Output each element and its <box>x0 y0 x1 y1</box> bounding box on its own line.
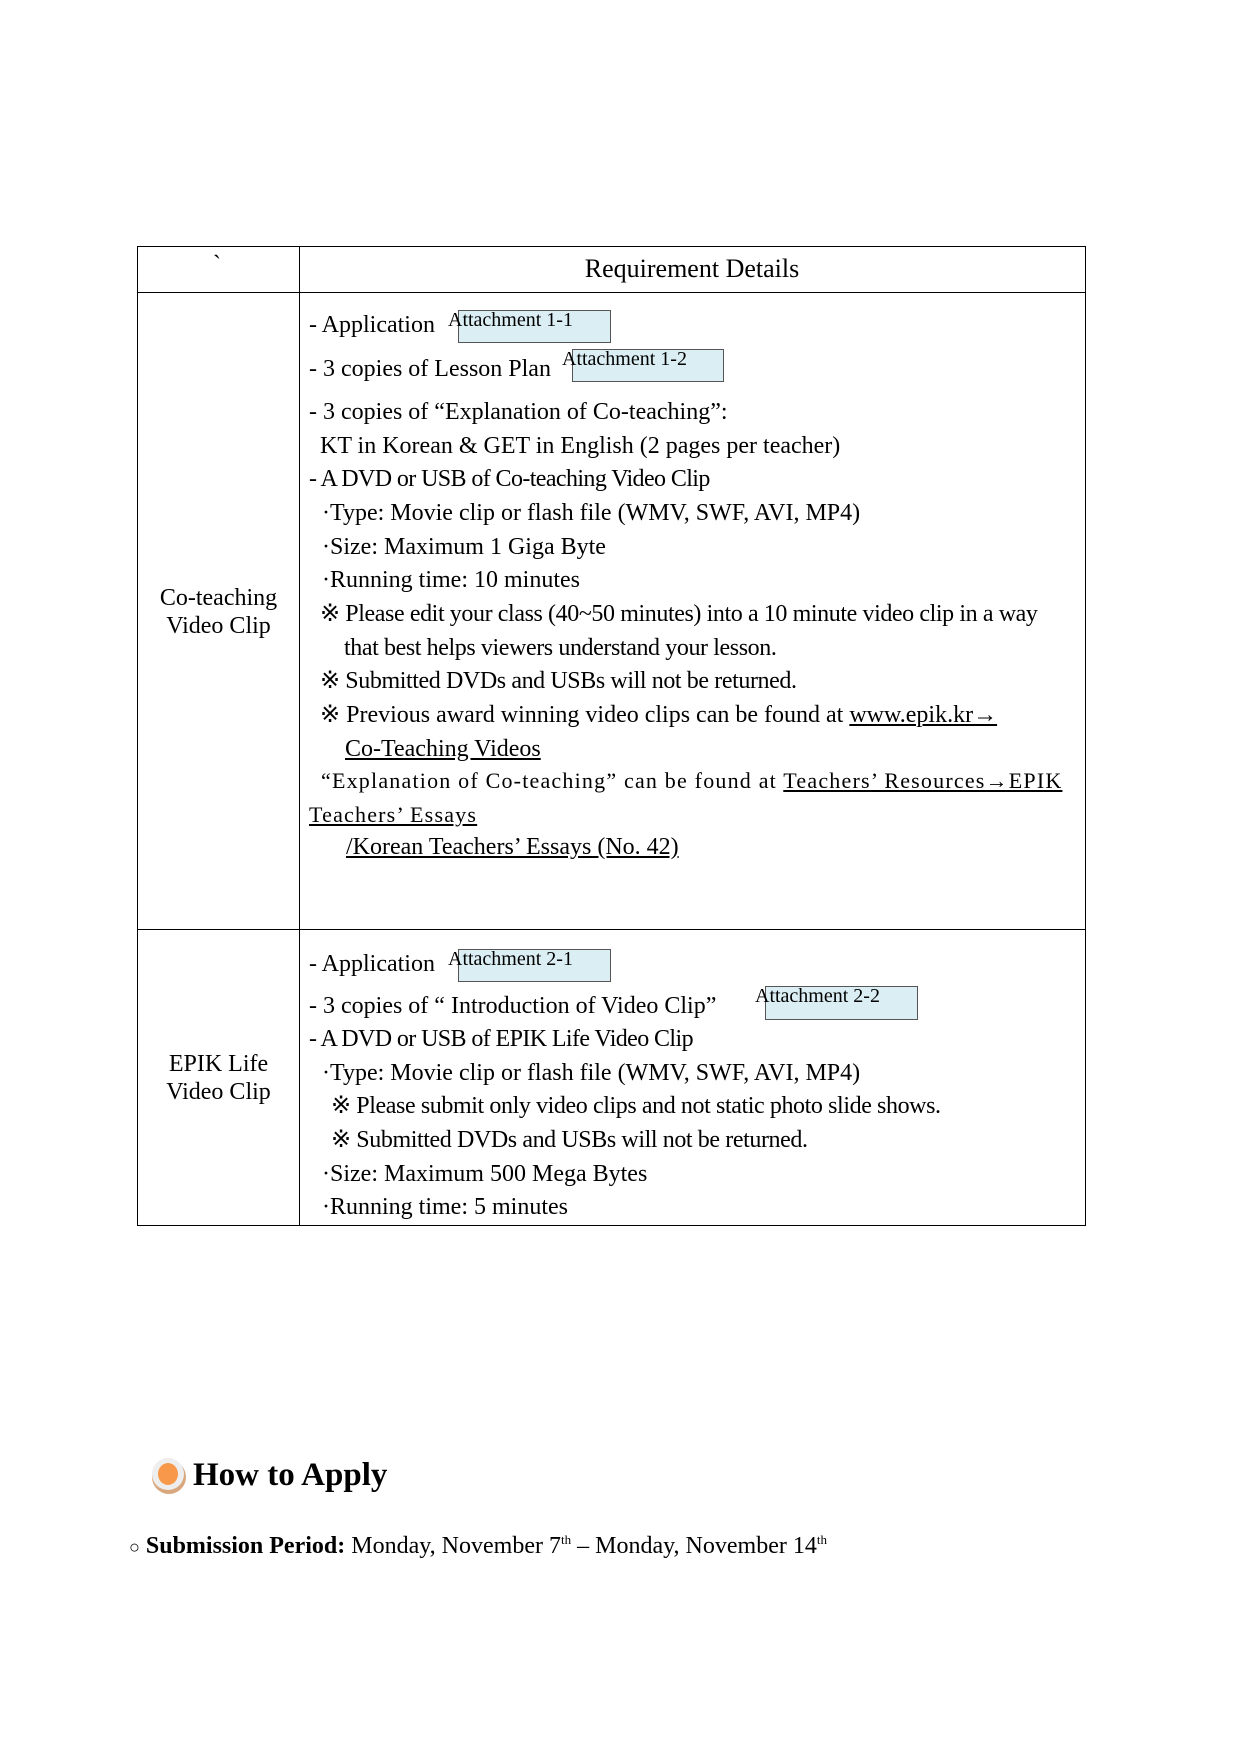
corner-mark: ` <box>213 252 221 278</box>
req-line: - A DVD or USB of Co-teaching Video Clip <box>309 466 710 492</box>
req-line: ※ Please edit your class (40~50 minutes) into a 10 minute video clip in a way <box>320 601 1038 627</box>
req-line: ·Running time: 10 minutes <box>322 567 580 593</box>
req-line: - 3 copies of “Explanation of Co-teaching”: <box>309 399 728 425</box>
req-line: - A DVD or USB of EPIK Life Video Clip <box>309 1026 693 1052</box>
link-korean-essays[interactable]: /Korean Teachers’ Essays (No. 42) <box>346 834 679 860</box>
attachment-2-1: Attachment 2-1 <box>448 948 573 970</box>
req-line: - 3 copies of “ Introduction of Video Clip” <box>309 993 717 1019</box>
row-label-coteaching: Co-teaching Video Clip <box>159 585 278 639</box>
req-line: ·Running time: 5 minutes <box>322 1194 568 1220</box>
req-line: ·Size: Maximum 500 Mega Bytes <box>322 1161 648 1187</box>
req-line: ·Size: Maximum 1 Giga Byte <box>322 534 606 560</box>
req-line: ※ Submitted DVDs and USBs will not be returned. <box>320 668 797 694</box>
req-line: that best helps viewers understand your lesson. <box>344 635 777 661</box>
submission-period: ○ Submission Period: Monday, November 7th – Monday, November 14th <box>129 1532 827 1559</box>
link-teachers-essays[interactable]: Teachers’ Essays <box>309 802 478 827</box>
req-line: ※ Please submit only video clips and not static photo slide shows. <box>331 1093 941 1119</box>
req-line: ·Type: Movie clip or flash file (WMV, SWF, AVI, MP4) <box>322 1060 861 1086</box>
link-epik[interactable]: www.epik.kr→ <box>849 702 998 728</box>
link-co-teaching-videos[interactable]: Co-Teaching Videos <box>345 736 541 762</box>
req-line: “Explanation of Co-teaching” can be found at Teachers’ Resources→EPIK <box>321 768 1063 793</box>
link-teachers-resources[interactable]: Teachers’ Resources→EPIK <box>783 768 1063 793</box>
req-line: - Application <box>309 312 435 338</box>
section-title: How to Apply <box>193 1457 388 1493</box>
row-label-epik-life: EPIK Life Video Clip <box>166 1051 271 1105</box>
attachment-1-2: Attachment 1-2 <box>562 348 687 370</box>
req-line: ※ Submitted DVDs and USBs will not be returned. <box>331 1127 808 1153</box>
req-line: ·Type: Movie clip or flash file (WMV, SWF, AVI, MP4) <box>322 500 861 526</box>
orange-bullet-icon <box>152 1460 186 1494</box>
table-header: Requirement Details <box>584 254 800 283</box>
req-line: ※ Previous award winning video clips can be found at www.epik.kr→ <box>320 702 998 728</box>
attachment-1-1: Attachment 1-1 <box>448 309 573 331</box>
req-line: KT in Korean & GET in English (2 pages per teacher) <box>320 433 841 459</box>
req-line: - 3 copies of Lesson Plan <box>309 356 551 382</box>
req-line: - Application <box>309 951 435 977</box>
attachment-2-2: Attachment 2-2 <box>755 985 880 1007</box>
